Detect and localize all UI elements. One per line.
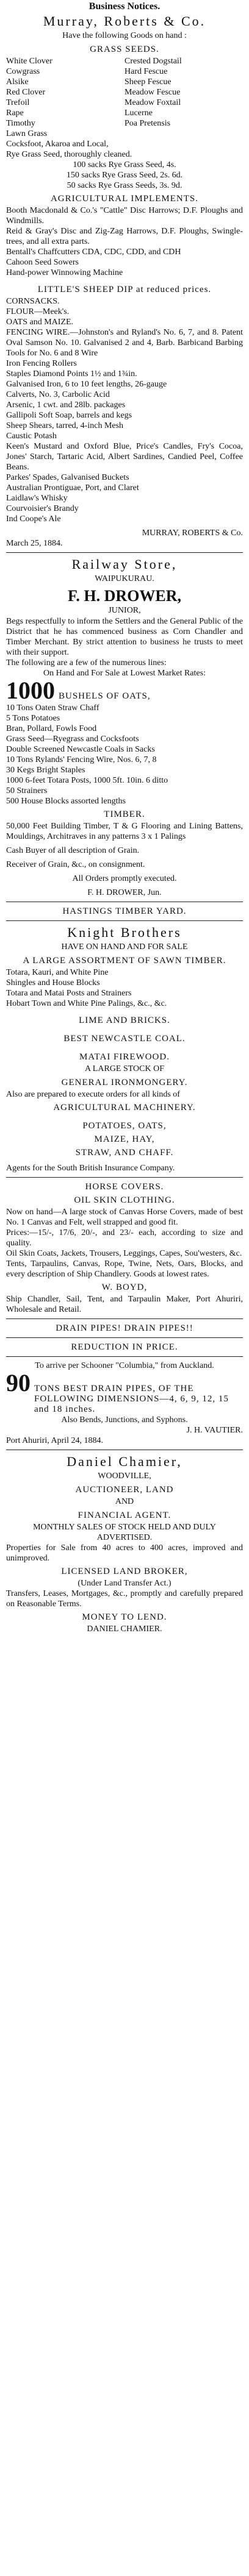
chamier-ad <box>6 1454 243 1634</box>
list-item: Totara, Kauri, and White Pine <box>6 968 109 977</box>
lime-bricks: LIME AND BRICKS. <box>79 1016 170 1025</box>
list-item: Hard Fescue <box>125 67 168 76</box>
newcastle-coal: BEST NEWCASTLE COAL. <box>63 1034 186 1044</box>
boyd-business: Ship Chandler, Sail, Tent, and Tarpaulin Maker, Port Ahuriri, Wholesale and Retail. <box>6 1295 243 1314</box>
list-item: Meadow Foxtail <box>125 98 181 107</box>
divider <box>6 1318 243 1319</box>
drower-ad <box>6 557 243 898</box>
drower-signature: F. H. DROWER, Jun. <box>87 888 162 897</box>
sawn-timber-heading: A LARGE ASSORTMENT OF SAWN TIMBER. <box>23 956 226 966</box>
list-item: Arsenic, 1 cwt. and 28lb. packages <box>6 400 126 410</box>
list-item: Australian Prontiguae, Port, and Claret <box>6 483 139 493</box>
timber-heading: TIMBER. <box>104 809 145 819</box>
agricultural-machinery: AGRICULTURAL MACHINERY. <box>53 1103 196 1112</box>
list-item: Lucerne <box>125 109 153 118</box>
list-item: CORNSACKS. <box>6 297 60 306</box>
quotations: Also are prepared to execute orders for all kinds of <box>6 1090 180 1099</box>
boyd-text: Now on hand—A large stock of Canvas Horse Covers, made of best No. 1 Canvas and Felt, well strapped and good fit. <box>6 1208 243 1227</box>
pipes-line <box>6 1371 243 1415</box>
knight-title: Knight Brothers <box>67 925 182 940</box>
list-item: Bran, Pollard, Fowls Food <box>6 724 97 733</box>
list-item: 1000 6-feet Totara Posts, 1000 5ft. 10in. 6 ditto <box>6 776 168 785</box>
list-item: White Clover <box>6 57 52 66</box>
page-heading: Business Notices. <box>88 1 161 12</box>
drower-on-hand: On Hand and For Sale at Lowest Market Rates: <box>43 669 206 678</box>
list-item: Grass Seed—Ryegrass and Cocksfoots <box>6 735 139 744</box>
matai-firewood: MATAI FIREWOOD. <box>79 1052 170 1062</box>
boyd-ad <box>6 1181 243 1315</box>
horse-covers-heading: HORSE COVERS. <box>85 1182 164 1192</box>
list-item: Cowgrass <box>6 67 40 76</box>
ironmongery: GENERAL IRONMONGERY. <box>61 1078 188 1087</box>
list-item: 10 Tons Oaten Straw Chaff <box>6 703 99 713</box>
produce-line: MAIZE, HAY, <box>94 1134 155 1144</box>
receiver: Receiver of Grain, &c., on consignment. <box>6 860 145 869</box>
murray-subtitle: Have the following Goods on hand : <box>62 31 187 40</box>
list-item: 50 sacks Rye Grass Seeds, 3s. 9d. <box>67 181 182 190</box>
murray-signature: MURRAY, ROBERTS & Co. <box>142 528 243 538</box>
list-item: Red Clover <box>6 88 46 97</box>
list-item: FLOUR—Meek's. <box>6 307 70 316</box>
pipes-signature: J. H. VAUTIER. <box>186 1426 243 1435</box>
chamier-transfers: Transfers, Leases, Mortgages, &c., promptly and carefully prepared on Reasonable Terms. <box>6 1589 243 1609</box>
insurance-agents: Agents for the South British Insurance Company. <box>6 1164 175 1173</box>
divider <box>6 920 243 921</box>
divider <box>6 1177 243 1178</box>
list-item: Poa Pretensis <box>125 119 171 128</box>
cash-buyer: Cash Buyer of all description of Grain. <box>6 846 140 855</box>
reduction-heading: REDUCTION IN PRICE. <box>71 1342 178 1352</box>
grass-seeds-left <box>6 56 125 139</box>
list-item: Parkes' Spades, Galvanised Buckets <box>6 473 129 482</box>
chamier-role: AUCTIONEER, LAND <box>75 1485 174 1495</box>
list-item: Alsike <box>6 77 29 87</box>
drower-junior: JUNIOR, <box>108 606 141 615</box>
grass-seeds-heading: GRASS SEEDS. <box>90 44 159 54</box>
drower-location: WAIPUKURAU. <box>95 574 154 583</box>
drain-pipes-ad <box>6 1323 243 1446</box>
money-to-lend: MONEY TO LEND. <box>82 1612 167 1622</box>
drower-name: F. H. DROWER, <box>67 587 182 605</box>
list-item: Crested Dogstail <box>125 57 182 66</box>
produce-line: STRAW, AND CHAFF. <box>75 1148 174 1158</box>
list-item: Laidlaw's Whisky <box>6 494 68 503</box>
list-item: Totara and Matai Posts and Strainers <box>6 989 132 998</box>
chamier-town: WOODVILLE, <box>98 1471 151 1481</box>
chamier-role: FINANCIAL AGENT. <box>78 1510 171 1520</box>
list-item: 30 Kegs Bright Staples <box>6 766 85 775</box>
timber-text: 50,000 Feet Building Timber, T & G Flooring and Lining Battens, Mouldings, Architraves in any patterns 3 x 1 Palings <box>6 822 243 841</box>
divider <box>6 552 243 553</box>
list-item: Hobart Town and White Pine Palings, &c., &c. <box>6 999 167 1008</box>
list-item: Courvoisier's Brandy <box>6 504 79 513</box>
list-item: 10 Tons Rylands' Fencing Wire, Nos. 6, 7, 8 <box>6 755 157 764</box>
divider <box>6 1337 243 1338</box>
list-item: Gallipoli Soft Soap, barrels and kegs <box>6 411 132 420</box>
drower-intro: Begs respectfully to inform the Settlers and the General Public of the District that he has commenced business as Corn Chandler and Timber Merchant. By strict attention to business he trusts to meet with their support. <box>6 617 243 657</box>
list-item: 150 sacks Rye Grass Seed, 2s. 6d. <box>66 171 183 180</box>
timber-yard-heading: HASTINGS TIMBER YARD. <box>62 906 187 916</box>
list-item: Double Screened Newcastle Coals in Sacks <box>6 745 155 754</box>
list-item: Trefoil <box>6 98 30 107</box>
list-item: 50 Strainers <box>6 786 48 795</box>
oats-text: BUSHELS OF OATS, <box>59 691 151 701</box>
list-item: 500 House Blocks assorted lengths <box>6 797 126 806</box>
produce-line: POTATOES, OATS, <box>82 1121 167 1131</box>
divider <box>6 1356 243 1357</box>
list-item: Meadow Fescue <box>125 88 181 97</box>
knight-brothers-ad <box>6 906 243 1173</box>
list-item: Bentall's Chaffcutters CDA, CDC, CDD, and CDH <box>6 247 181 257</box>
list-item: Timothy <box>6 119 35 128</box>
pipes-quantity: 90 <box>6 1369 31 1397</box>
list-item: Calverts, No. 3, Carbolic Acid <box>6 390 110 399</box>
list-item: Rye Grass Seed, thoroughly cleaned. <box>6 150 132 159</box>
pipes-bends: Also Bends, Junctions, and Syphons. <box>61 1415 188 1425</box>
boyd-prices: Prices:—15/-, 17/6, 20/-, and 23/- each, according to size and quality. <box>6 1228 243 1248</box>
pipes-date: Port Ahuriri, April 24, 1884. <box>6 1436 104 1445</box>
list-item: Cahoon Seed Sowers <box>6 258 79 267</box>
list-item: Caustic Potash <box>6 432 57 441</box>
list-item: Hand-power Winnowing Machine <box>6 268 123 277</box>
chamier-properties: Properties for Sale from 40 acres to 400 acres, improved and unimproved. <box>6 1543 243 1563</box>
chamier-role: AND <box>115 1497 134 1506</box>
orders-executed: All Orders promptly executed. <box>72 874 177 883</box>
list-item: Lawn Grass <box>6 129 48 138</box>
murray-roberts-ad <box>6 13 243 549</box>
list-item: Staples Diamond Points 1½ and 1¾in. <box>6 369 137 379</box>
chamier-title: Daniel Chamier, <box>67 1454 182 1469</box>
implements-heading: AGRICULTURAL IMPLEMENTS. <box>50 194 199 204</box>
grass-seeds-list <box>6 56 243 139</box>
drower-list-intro: The following are a few of the numerous lines: <box>6 658 167 667</box>
drower-title: Railway Store, <box>71 557 178 572</box>
list-item: 5 Tons Potatoes <box>6 714 60 723</box>
grass-seeds-right <box>125 56 243 139</box>
chamier-sales: MONTHLY SALES OF STOCK HELD AND DULY ADVERTISED. <box>33 1523 216 1542</box>
pipes-arrive: To arrive per Schooner "Columbia," from Auckland. <box>35 1361 214 1370</box>
list-item: Sheep Fescue <box>125 77 171 87</box>
list-item: Ind Coope's Ale <box>6 514 61 524</box>
large-stock: A LARGE STOCK OF <box>84 1064 165 1073</box>
murray-date: March 25, 1884. <box>6 539 63 548</box>
list-item: Iron Fencing Rollers <box>6 359 77 368</box>
list-item: Galvanised Iron, 6 to 10 feet lengths, 26-gauge <box>6 380 167 389</box>
list-item: Shingles and House Blocks <box>6 978 100 987</box>
land-act: (Under Land Transfer Act.) <box>78 1579 171 1588</box>
list-item: Sheep Shears, tarred, 4-inch Mesh <box>6 421 124 430</box>
boyd-oilskin: Oil Skin Coats, Jackets, Trousers, Leggings, Capes, Sou'westers, &c. <box>6 1249 242 1258</box>
list-item: Keen's Mustard and Oxford Blue, Price's Candles, Fry's Cocoa, Jones' Starch, Tartaric Acid, Albert Sardines, Candied Peel, Coffee Beans. <box>6 442 243 472</box>
list-item: Booth Macdonald & Co.'s "Cattle" Disc Harrows; D.F. Ploughs and Windmills. <box>6 206 243 226</box>
sheep-dip-heading: LITTLE'S SHEEP DIP at reduced prices. <box>37 285 212 294</box>
chamier-signature: DANIEL CHAMIER. <box>87 1624 162 1634</box>
list-item: FENCING WIRE.—Johnston's and Ryland's No. 6, 7, and 8. Patent Oval Samson No. 10. Galvanised 2 and 4, Barb. Barbicand Barbing Tools for No. 6 and 8 Wire <box>6 328 243 358</box>
list-item: Reid & Gray's Disc and Zig-Zag Harrows, D.F. Ploughs, Swingle-trees, and all extra parts. <box>6 227 243 246</box>
list-item: Cocksfoot, Akaroa and Local, <box>6 140 109 149</box>
knight-have: HAVE ON HAND AND FOR SALE <box>61 942 188 952</box>
list-item: Rape <box>6 109 24 118</box>
list-item: OATS and MAIZE. <box>6 318 74 327</box>
oats-line <box>6 678 243 703</box>
drain-pipes-heading: DRAIN PIPES! DRAIN PIPES!! <box>56 1323 193 1333</box>
oats-quantity: 1000 <box>6 677 55 704</box>
boyd-tents: Tents, Tarpaulins, Canvas, Rope, Twine, Nets, Oars, Blocks, and every description of Ship Chandlery. Goods at lowest rates. <box>6 1259 243 1279</box>
boyd-name: W. BOYD, <box>101 1283 148 1292</box>
murray-title: Murray, Roberts & Co. <box>43 13 206 29</box>
oil-skin-heading: OIL SKIN CLOTHING. <box>74 1195 175 1205</box>
land-broker: LICENSED LAND BROKER, <box>61 1567 188 1576</box>
pipes-text: TONS BEST DRAIN PIPES, OF THE FOLLOWING DIMENSIONS—4, 6, 9, 12, 15 and 18 inches. <box>34 1384 229 1414</box>
list-item: 100 sacks Rye Grass Seed, 4s. <box>73 160 176 169</box>
